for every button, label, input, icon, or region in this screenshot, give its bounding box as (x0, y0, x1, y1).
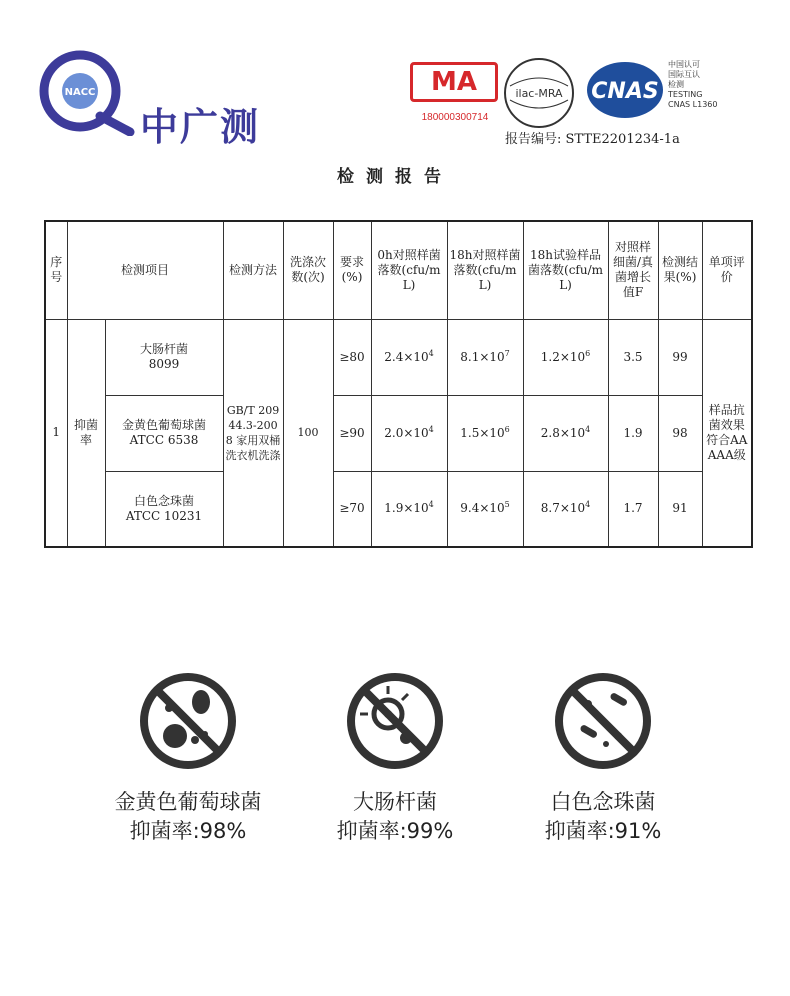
cell-growth: 1.9 (608, 395, 658, 471)
cell-organism: 白色念珠菌 ATCC 10231 (105, 471, 223, 547)
ilac-mra-icon (502, 56, 576, 130)
ilac-mark-text: ilac-MRA (515, 87, 563, 100)
cell-growth: 3.5 (608, 319, 658, 395)
table-row (45, 319, 752, 395)
cell-growth: 1.7 (608, 471, 658, 547)
report-number: 报告编号: STTE2201234-1a (505, 132, 680, 147)
cell-c0: $2.0\times 10^4$ (371, 395, 447, 471)
cell-result: 99 (658, 319, 702, 395)
cell-req: ≥80 (333, 319, 371, 395)
table-row (45, 471, 752, 547)
cell-c18: $1.5\times 10^6$ (447, 395, 523, 471)
header-eval: 单项评价 (702, 221, 752, 319)
icon-card-staphylococcus (78, 672, 298, 846)
cell-t18: $1.2\times 10^6$ (523, 319, 608, 395)
header-item: 检测项目 (67, 221, 223, 319)
brand-name: 中广测 (140, 105, 261, 149)
cell-result: 91 (658, 471, 702, 547)
cell-c0: $1.9\times 10^4$ (371, 471, 447, 547)
header-method: 检测方法 (223, 221, 283, 319)
nacc-logo-icon (30, 46, 140, 136)
icon-card-candida (493, 672, 713, 846)
header-c0: 0h对照样菌落数(cfu/mL) (371, 221, 447, 319)
header-req: 要求(%) (333, 221, 371, 319)
logo-badge-text: NACC (64, 87, 96, 98)
page-title: 检测报告 (337, 167, 453, 187)
cnas-mark-text: CNAS (591, 79, 659, 104)
antibacterial-icons (0, 672, 790, 852)
icon-rate: 抑菌率:98% (129, 819, 247, 843)
cma-number: 180000300714 (421, 112, 489, 123)
cnas-logo-icon (585, 58, 665, 122)
header-result: 检测结果(%) (658, 221, 702, 319)
header-wash: 洗涤次数(次) (283, 221, 333, 319)
cell-evaluation: 样品抗菌效果符合AAAAA级 (702, 319, 752, 547)
header-growth: 对照样细菌/真菌增长值F (608, 221, 658, 319)
cell-organism: 大肠杆菌 8099 (105, 319, 223, 395)
no-candida-icon (554, 672, 652, 770)
cma-mark: MA (410, 62, 498, 102)
cnas-side-text: 中国认可 国际互认 检测 TESTING CNAS L1360 (668, 60, 718, 109)
header-t18: 18h试验样品菌落数(cfu/mL) (523, 221, 608, 319)
icon-rate: 抑菌率:91% (544, 819, 662, 843)
icon-name: 大肠杆菌 (353, 790, 437, 814)
cell-organism: 金黄色葡萄球菌 ATCC 6538 (105, 395, 223, 471)
header-c18: 18h对照样菌落数(cfu/mL) (447, 221, 523, 319)
cell-req: ≥70 (333, 471, 371, 547)
cell-c0: $2.4\times 10^4$ (371, 319, 447, 395)
header-seq: 序号 (45, 221, 67, 319)
cell-category: 抑菌率 (67, 319, 105, 547)
icon-name: 白色念珠菌 (550, 790, 656, 814)
no-ecoli-icon (346, 672, 444, 770)
table-row (45, 395, 752, 471)
cell-seq: 1 (45, 319, 67, 547)
cell-result: 98 (658, 395, 702, 471)
cell-t18: $2.8\times 10^4$ (523, 395, 608, 471)
cell-c18: $9.4\times 10^5$ (447, 471, 523, 547)
table-header-row (45, 221, 752, 319)
icon-card-ecoli (285, 672, 505, 846)
icon-rate: 抑菌率:99% (336, 819, 454, 843)
cell-t18: $8.7\times 10^4$ (523, 471, 608, 547)
no-staphylococcus-icon (139, 672, 237, 770)
cell-method: GB/T 20944.3-2008 家用双桶洗衣机洗涤 (223, 319, 283, 547)
icon-name: 金黄色葡萄球菌 (114, 790, 262, 814)
cell-wash: 100 (283, 319, 333, 547)
report-table (44, 220, 753, 548)
cell-req: ≥90 (333, 395, 371, 471)
cell-c18: $8.1\times 10^7$ (447, 319, 523, 395)
